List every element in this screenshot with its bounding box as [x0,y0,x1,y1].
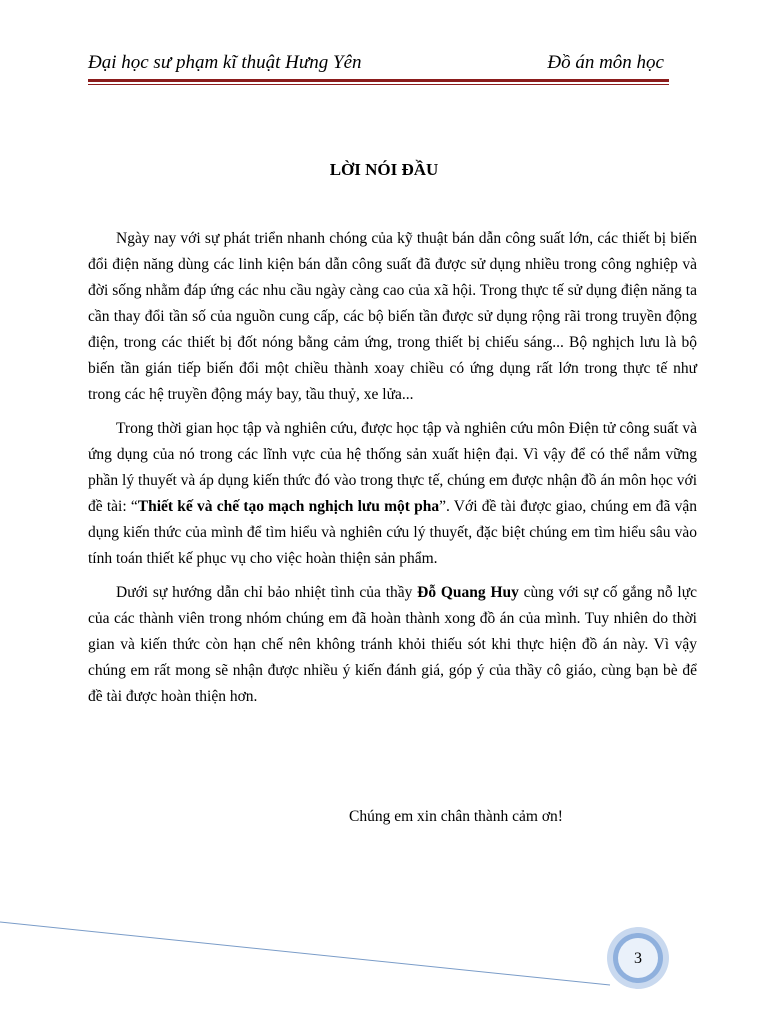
paragraph-2-text-a: Trong thời gian học tập và nghiên cứu, được học tập và nghiên cứu môn Điện tử công suất và ứng dụng của nó trong các lĩnh vực của hệ thống sản xuất hiện đại. Vì vậy để có thể nắm vững phần lý thuyết và áp dụng kiến thức đó vào trong thực tế, chúng em được nhận đồ án môn học với đề tài: “ [88,420,697,515]
paragraph-3-text-a: Dưới sự hướng dẫn chỉ bảo nhiệt tình của thầy [116,584,418,601]
body-text [88,226,697,718]
paragraph-2-text-b: ”. Với đề tài được giao, chúng em đã vận dụng kiến thức của mình để tìm hiểu và nghiên cứu lý thuyết, đặc biệt chúng em tìm hiểu sâu vào tính toán thiết kế phục vụ cho việc hoàn thiện sản phẩm. [88,498,698,567]
closing-line: Chúng em xin chân thành cảm ơn! [349,808,563,825]
paragraph-2 [88,416,697,572]
header-rule-thin [88,84,669,85]
header-doc-type: Đồ án môn học [547,52,664,73]
paragraph-3 [88,580,697,710]
project-title: Thiết kế và chế tạo mạch nghịch lưu một pha [137,498,440,515]
paragraph-3-text-b: cùng với sự cố gắng nỗ lực của các thành viên trong nhóm chúng em đã hoàn thành xong đồ án của mình. Tuy nhiên do thời gian và kiến thức còn hạn chế nên không tránh khỏi thiếu sót khi thực hiện đồ án này. Vì vậy chúng em rất mong sẽ nhận được nhiều ý kiến đánh giá, góp ý của thầy cô giáo, cùng bạn bè để đề tài được hoàn thiện hơn. [88,584,697,705]
header-university: Đại học sư phạm kĩ thuật Hưng Yên [88,52,362,73]
page-header [88,52,664,78]
page-number: 3 [634,950,642,967]
paragraph-1: Ngày nay với sự phát triển nhanh chóng của kỹ thuật bán dẫn công suất lớn, các thiết bị biến đổi điện năng dùng các linh kiện bán dẫn công suất đã được sử dụng nhiều trong công nghiệp và đời sống nhằm đáp ứng các nhu cầu ngày càng cao của xã hội. Trong thực tế sử dụng điện năng ta cần thay đổi tần số của nguồn cung cấp, các bộ biến tần được sử dụng rộng rãi trong truyền động điện, trong các thiết bị đốt nóng bằng cảm ứng, trong thiết bị chiếu sáng... Bộ nghịch lưu là bộ biến tần gián tiếp biến đổi một chiều thành xoay chiều có ứng dụng rất lớn trong thực tế như trong các hệ truyền động máy bay, tầu thuỷ, xe lửa... [88,230,697,403]
advisor-name: Đỗ Quang Huy [417,584,519,601]
page-title: LỜI NÓI ĐẦU [329,160,439,179]
decorative-diagonal-line [0,922,610,985]
header-rule-thick [88,79,669,82]
